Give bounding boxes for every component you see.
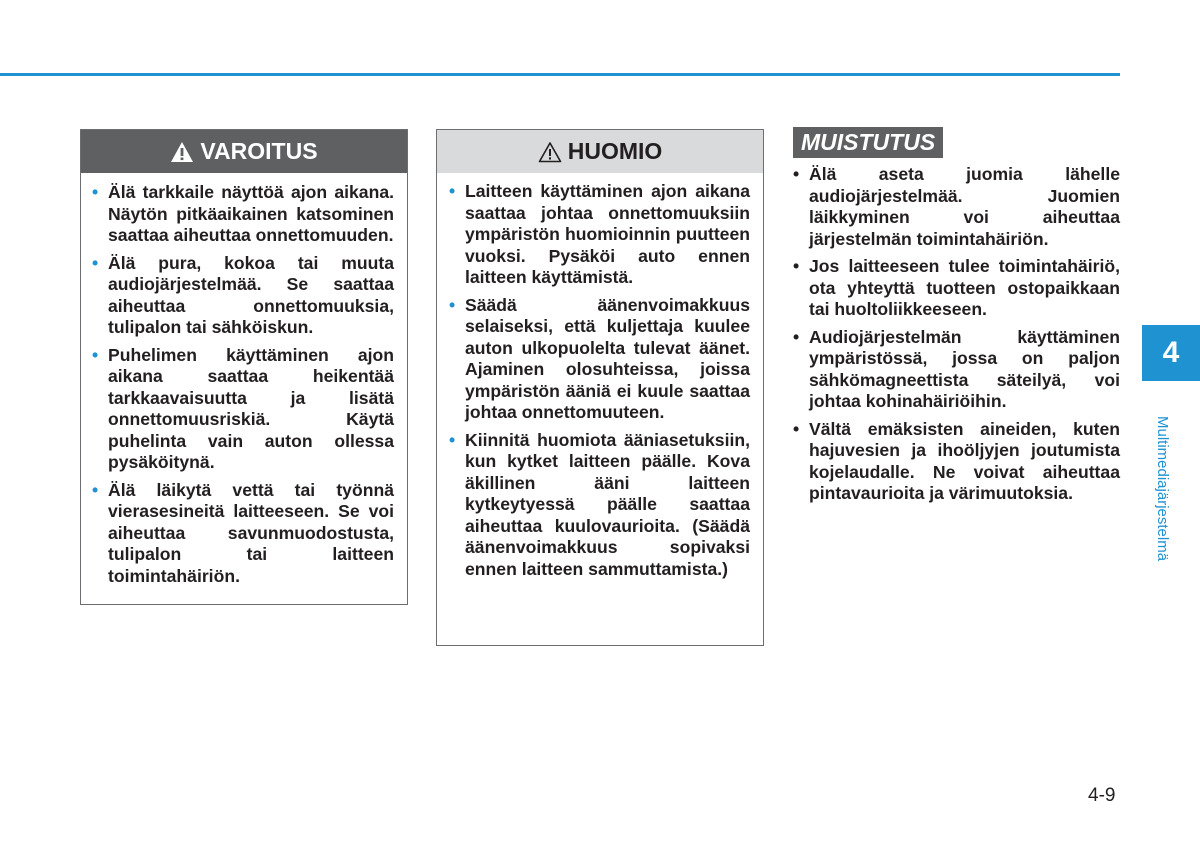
caution-title: HUOMIO [567, 138, 663, 164]
page-number: 4-9 [1088, 785, 1116, 806]
item-text: Älä pura, kokoa tai muuta audiojärjestelmää. Se saattaa aiheuttaa onnettomuuksia, tulipalon tai sähköiskun. [108, 252, 394, 337]
item-text: Vältä emäksisten aineiden, kuten hajuvesien ja ihoöljyjen joutumista kojelaudalle. Ne voivat aiheuttaa pintavaurioita ja värimuutoksia. [809, 418, 1120, 503]
notice-list [793, 164, 1120, 511]
list-item [793, 256, 1120, 321]
notice-title: MUISTUTUS [793, 127, 943, 158]
warning-title: VAROITUS [200, 138, 318, 164]
item-text: Älä läikytä vettä tai työnnä vierasesineitä laitteeseen. Se voi aiheuttaa savunmuodostusta, tulipalon tai laitteen toimintahäiriön. [108, 479, 394, 586]
item-text: Puhelimen käyttäminen ajon aikana saattaa heikentää tarkkaavaisuutta ja lisätä onnettomuusriskiä. Käytä puhelinta vain auton ollessa pysäköitynä. [108, 344, 394, 472]
bullet: • [449, 294, 456, 315]
warning-triangle-icon [170, 141, 194, 163]
top-rule [0, 73, 1120, 76]
caution-triangle-icon [538, 141, 562, 163]
item-text: Kiinnitä huomiota ääniasetuksiin, kun kytket laitteen päälle. Kova äkillinen ääni laitteen kytkeytyessä päälle saattaa aiheuttaa kuulovaurioita. (Säädä äänenvoimakkuus sopivaksi ennen laitteen sammuttamista.) [465, 429, 750, 579]
bullet: • [449, 181, 456, 201]
bullet: • [793, 256, 800, 276]
list-item [793, 164, 1120, 250]
item-text: Audiojärjestelmän käyttäminen ympäristössä, jossa on paljon sähkömagneettista säteilyä, voi johtaa kohinahäiriöihin. [809, 326, 1120, 411]
item-text: Säädä äänenvoimakkuus selaiseksi, että kuljettaja kuulee auton ulkopuolelta tulevat äänet. Ajaminen olosuhteissa, joissa ympäristön ääniä ei kuule saattaa johtaa onnettomuuteen. [465, 294, 750, 422]
item-text: Älä aseta juomia lähelle audiojärjestelmää. Juomien läikkyminen voi aiheuttaa järjestelmän toimintahäiriön. [809, 164, 1120, 249]
list-item [92, 479, 394, 588]
warning-list [81, 173, 407, 587]
item-text: Jos laitteeseen tulee toimintahäiriö, ota yhteyttä tuotteen ostopaikkaan tai huoltoliikkeeseen. [809, 256, 1120, 319]
warning-header [81, 130, 407, 173]
warning-box [80, 129, 408, 605]
bullet: • [92, 252, 99, 273]
bullet: • [92, 479, 99, 500]
bullet: • [92, 344, 99, 365]
list-item [449, 294, 750, 424]
chapter-title: Multimediajärjestelmä [1154, 416, 1171, 562]
caution-header [437, 130, 763, 173]
bullet: • [449, 429, 456, 450]
bullet: • [793, 418, 800, 439]
list-item [449, 429, 750, 581]
list-item [793, 326, 1120, 413]
list-item [793, 418, 1120, 505]
bullet: • [92, 182, 99, 202]
chapter-tab: 4 [1142, 325, 1200, 381]
item-text: Älä tarkkaile näyttöä ajon aikana. Näytön pitkäaikainen katsominen saattaa aiheuttaa onnettomuuden. [108, 182, 394, 245]
list-item [92, 344, 394, 474]
list-item [92, 182, 394, 247]
bullet: • [793, 326, 800, 347]
caution-box [436, 129, 764, 646]
list-item [449, 181, 750, 289]
bullet: • [793, 164, 800, 184]
list-item [92, 252, 394, 339]
item-text: Laitteen käyttäminen ajon aikana saattaa johtaa onnettomuuksiin ympäristön huomioinnin puutteen vuoksi. Pysäköi auto ennen laitteen käyttämistä. [465, 181, 750, 287]
caution-list [437, 173, 763, 580]
